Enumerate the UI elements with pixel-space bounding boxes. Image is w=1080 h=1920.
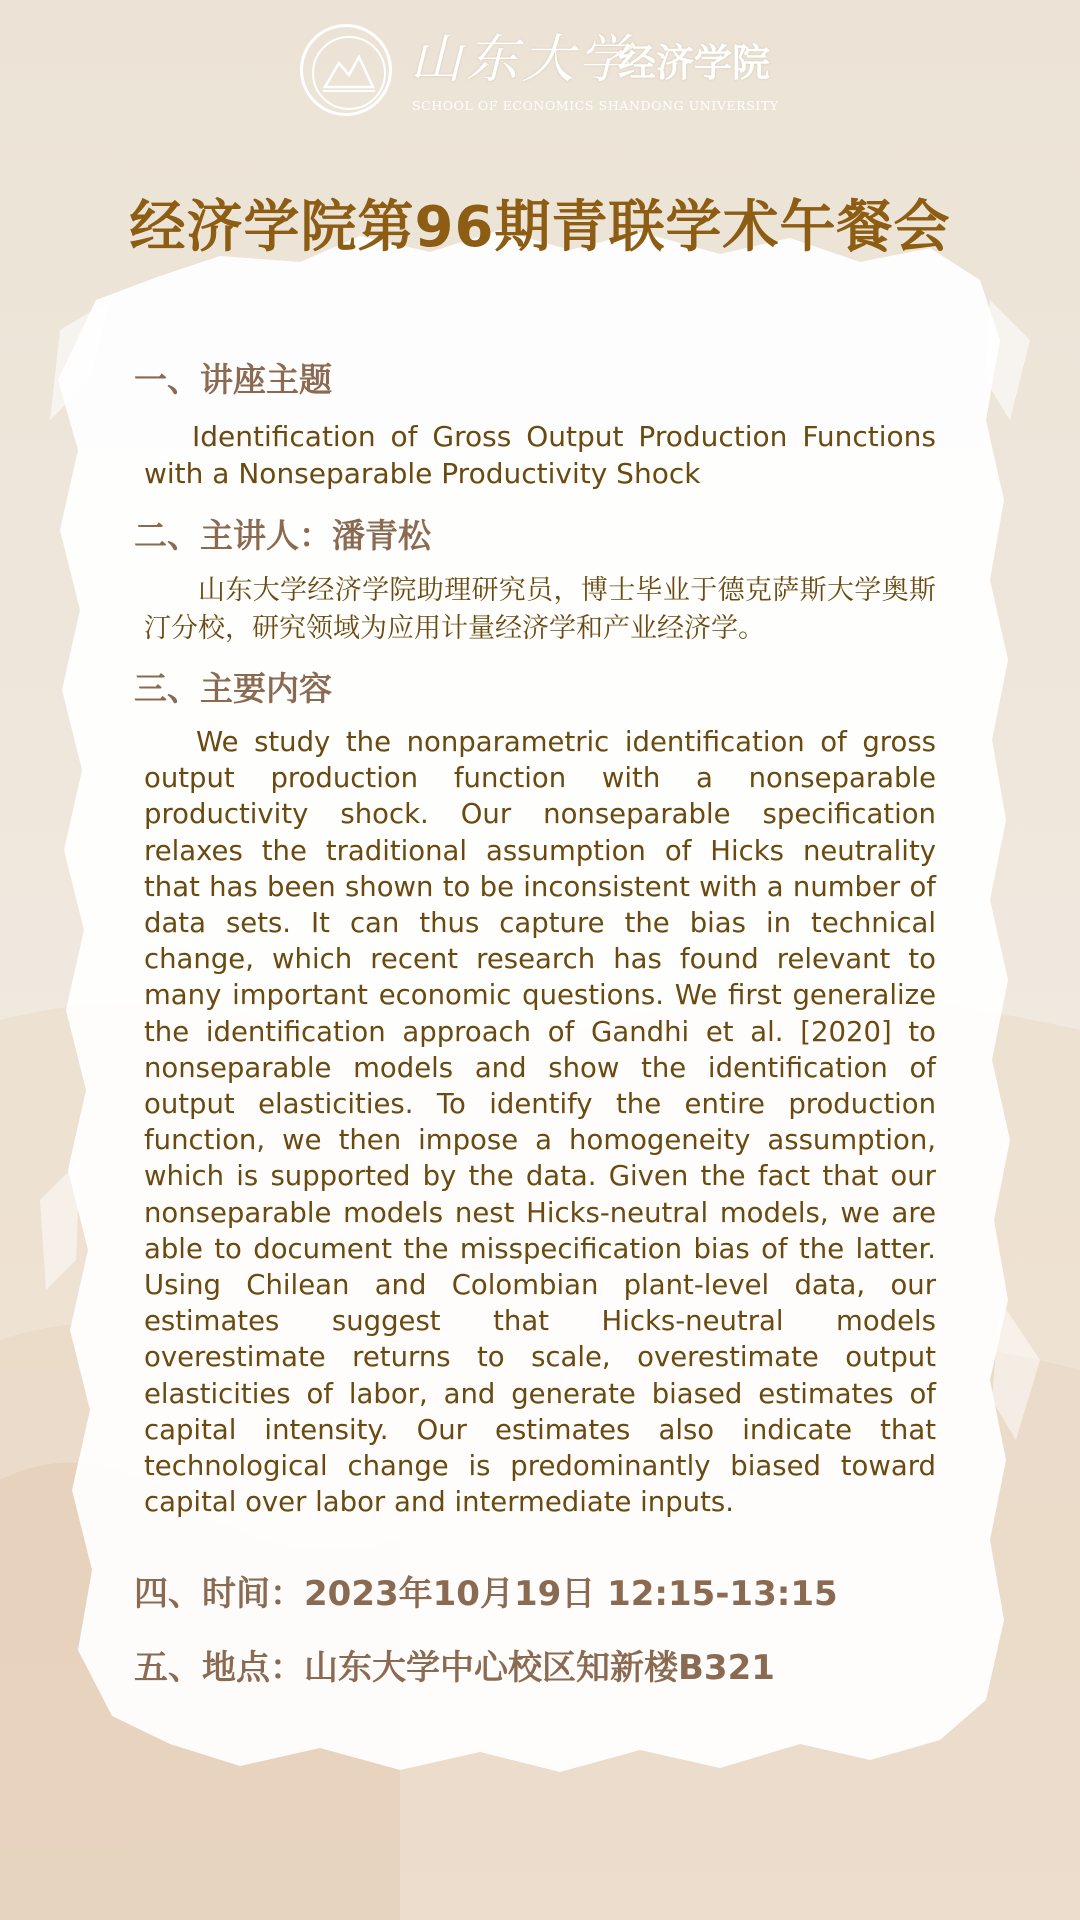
abstract-text: We study the nonparametric identification of gross output production function with a nonseparable productivity shock. Our nonseparable specification relaxes the traditional assumption of Hicks neutrality that has been shown to be inconsistent with a number of data sets. It can thus capture the bias in technical change, which recent research has found relevant to many important economic questions. We first generalize the identification approach of Gandhi et al. [2020] to nonseparable models and show the identification of output elasticities. To identify the entire production function, we then impose a homogeneity assumption, which is supported by the data. Given the fact that our nonseparable models nest Hicks-neutral models, we are able to document the misspecification bias of the latter. Using Chilean and Colombian plant-level data, our estimates suggest that Hicks-neutral models overestimate returns to scale, overestimate output elasticities of labor, and generate biased estimates of capital intensity. Our estimates also indicate that technological change is predominantly biased toward capital over labor and intermediate inputs. [144,726,936,1519]
event-time: 四、时间：2023年10月19日 12:15-13:15 [134,1574,838,1614]
school-name-english: SCHOOL OF ECONOMICS SHANDONG UNIVERSITY [412,98,779,113]
topic-heading: 一、讲座主题 [134,360,332,399]
school-name-chinese: 经济学院 [618,41,771,85]
topic-text: Identification of Gross Output Production Functions with a Nonseparable Productivity Shock [144,420,936,490]
event-venue: 五、地点：山东大学中心校区知新楼B321 [134,1648,775,1688]
event-title: 经济学院第96期青联学术午餐会 [129,194,951,260]
university-name-calligraphy: 山东大学 [410,30,635,90]
speaker-bio: 山东大学经济学院助理研究员，博士毕业于德克萨斯大学奥斯汀分校，研究领域为应用计量经济学和产业经济学。 [144,575,936,644]
speaker-heading: 二、主讲人：潘青松 [134,516,431,555]
content-heading: 三、主要内容 [134,669,332,708]
